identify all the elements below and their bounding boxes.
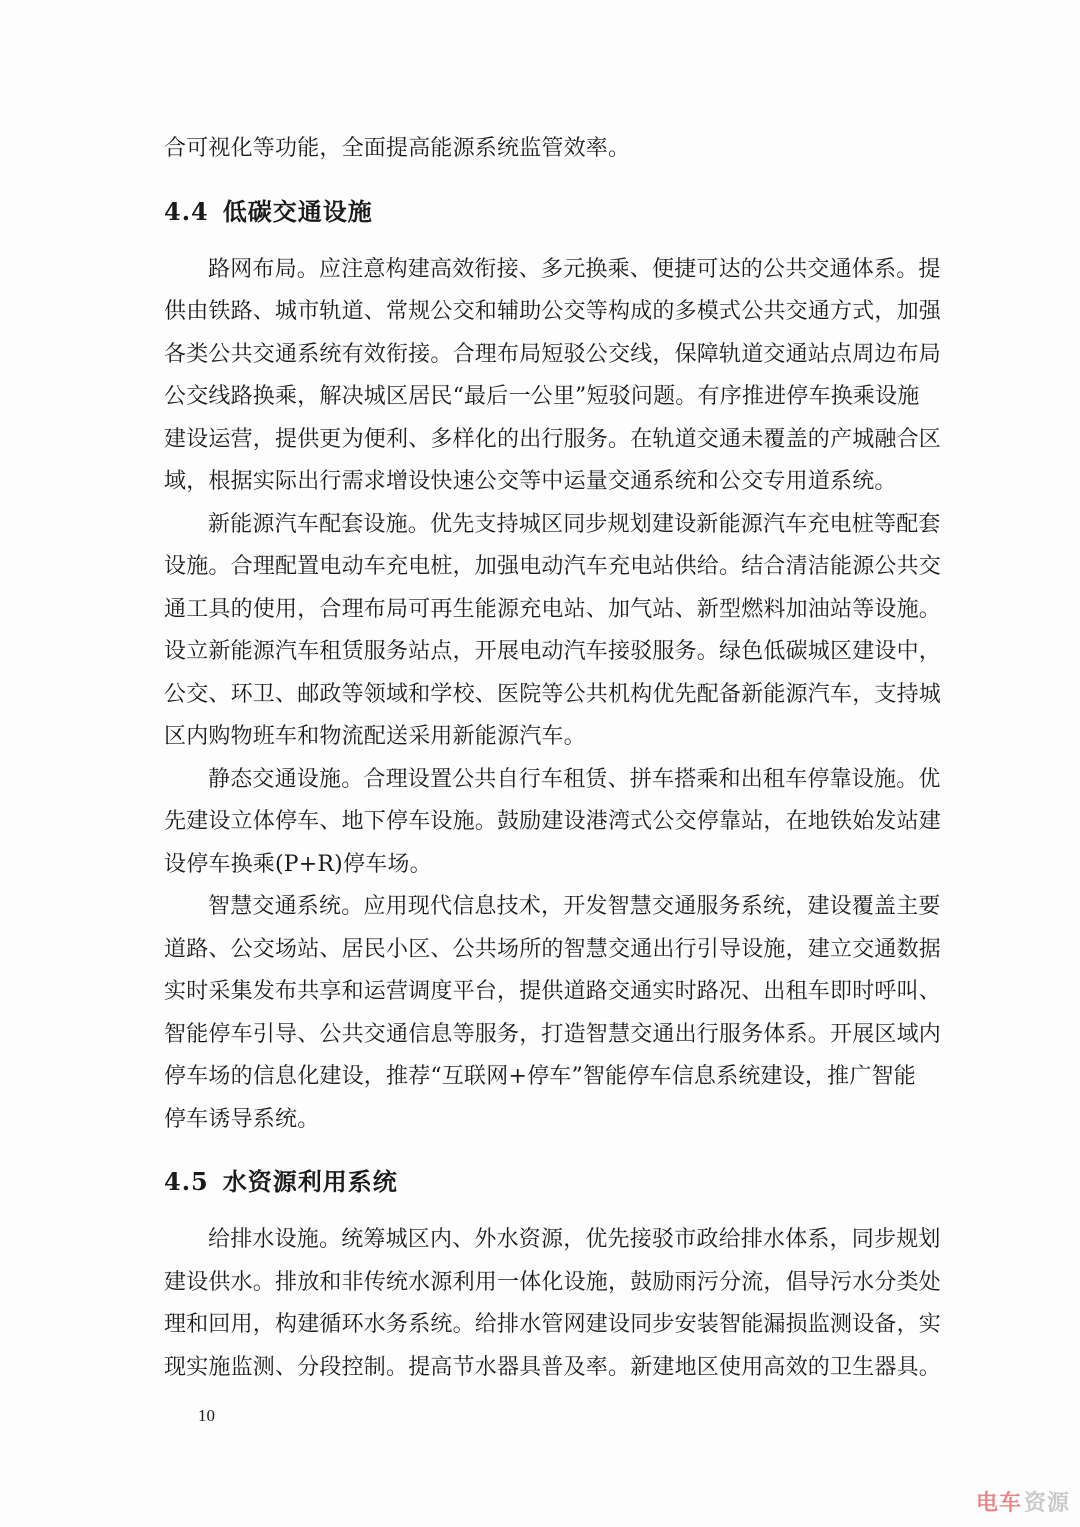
text-line: 现实施监测、分段控制。提高节水器具普及率。新建地区使用高效的卫生器具。 [164,1354,942,1380]
section-heading-4-5 [164,1159,920,1205]
text-line: 路网布局。应注意构建高效衔接、多元换乘、便捷可达的公共交通体系。提 [208,256,941,282]
text-line: 实时采集发布共享和运营调度平台，提供道路交通实时路况、出租车即时呼叫、 [164,979,942,1004]
section-title: 水资源利用系统 [222,1168,398,1196]
text-line: 给排水设施。统筹城区内、外水资源，优先接驳市政给排水体系，同步规划 [208,1227,941,1252]
text-line: 公交、环卫、邮政等领域和学校、医院等公共机构优先配备新能源汽车，支持城 [164,681,942,707]
text-line: 先建设立体停车、地下停车设施。鼓励建设港湾式公交停靠站，在地铁始发站建 [164,809,942,834]
text-line: 建设运营，提供更为便利、多样化的出行服务。在轨道交通未覆盖的产城融合区 [164,426,942,452]
text-line: 设立新能源汽车租赁服务站点，开展电动汽车接驳服务。绿色低碳城区建设中， [164,639,942,664]
watermark [976,1486,1070,1517]
text-line: 静态交通设施。合理设置公共自行车租赁、拼车搭乘和出租车停靠设施。优 [208,766,941,792]
text-line: 停车诱导系统。 [164,1106,320,1132]
text-line: 建设供水。排放和非传统水源利用一体化设施，鼓励雨污分流，倡导污水分类处 [164,1269,942,1295]
intro-line: 合可视化等功能，全面提高能源系统监管效率。 [164,136,631,161]
watermark-logo: 电车 [975,1491,1022,1516]
text-line: 各类公共交通系统有效衔接。合理布局短驳公交线，保障轨道交通站点周边布局 [164,341,942,367]
text-line: 公交线路换乘，解决城区居民“最后一公里”短驳问题。有序推进停车换乘设施 [164,384,920,409]
paragraph-road-network [164,249,942,504]
page-content [164,128,942,1389]
text-line: 智能停车引导、公共交通信息等服务，打造智慧交通出行服务体系。开展区域内 [164,1021,942,1047]
paragraph-static-traffic [164,759,942,887]
section-title: 低碳交通设施 [222,197,373,226]
section-heading-4-4 [164,189,920,235]
text-line: 设施。合理配置电动车充电桩，加强电动汽车充电站供给。结合清洁能源公共交 [164,554,942,579]
text-line: 区内购物班车和物流配送采用新能源汽车。 [164,724,586,749]
paragraph-smart-traffic [164,886,942,1141]
text-line: 通工具的使用，合理布局可再生能源充电站、加气站、新型燃料加油站等设施。 [164,596,942,622]
text-line: 理和回用，构建循环水务系统。给排水管网建设同步安装智能漏损监测设备，实 [164,1312,942,1337]
paragraph-new-energy-vehicles [164,504,942,759]
text-line: 设停车换乘(P+R)停车场。 [164,851,432,877]
text-line: 新能源汽车配套设施。优先支持城区同步规划建设新能源汽车充电桩等配套 [208,511,941,537]
watermark-text: 资源 [1023,1491,1070,1516]
text-line: 域，根据实际出行需求增设快速公交等中运量交通系统和公交专用道系统。 [164,469,897,494]
section-number: 4.5 [164,1167,209,1196]
text-line: 停车场的信息化建设，推荐“互联网+停车”智能停车信息系统建设，推广智能 [164,1064,916,1089]
text-line: 道路、公交场站、居民小区、公共场所的智慧交通出行引导设施，建立交通数据 [164,936,942,962]
section-number: 4.4 [164,196,209,226]
paragraph-water-supply [164,1219,942,1389]
text-line: 供由铁路、城市轨道、常规公交和辅助公交等构成的多模式公共交通方式，加强 [164,299,942,324]
page-number: 10 [198,1406,215,1425]
text-line: 智慧交通系统。应用现代信息技术，开发智慧交通服务系统，建设覆盖主要 [208,894,941,919]
